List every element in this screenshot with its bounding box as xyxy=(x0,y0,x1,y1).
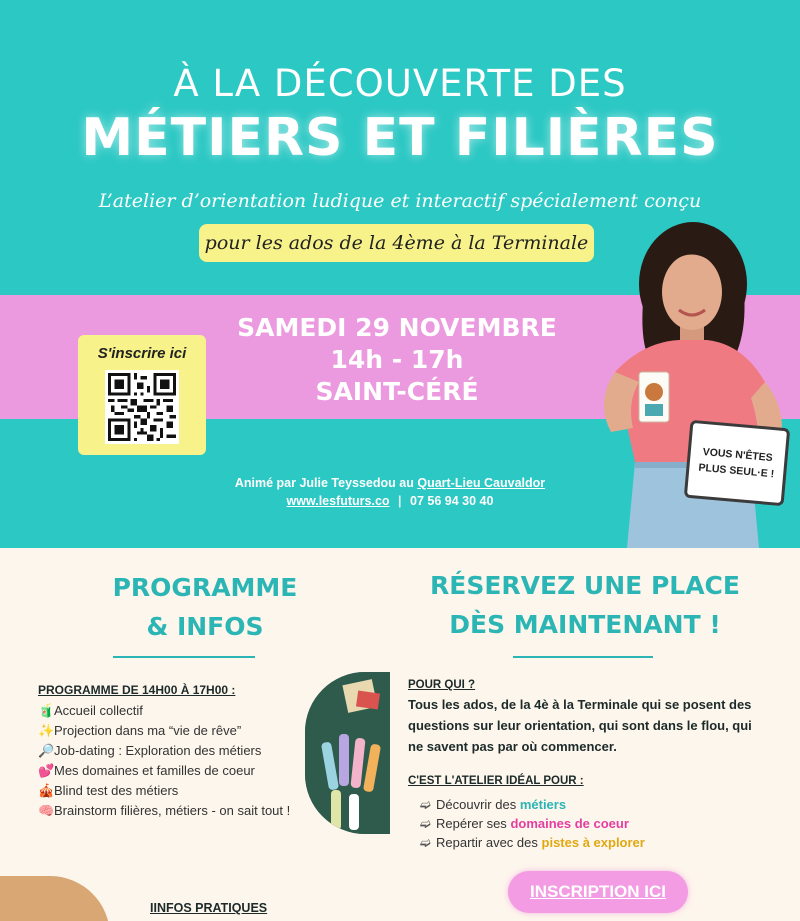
event-date: SAMEDI 29 NOVEMBRE xyxy=(237,313,557,342)
magnifier-icon: 🔎 xyxy=(38,743,55,758)
sign-line1: VOUS N'ÊTES xyxy=(702,445,774,465)
list-item: 🔎Job-dating : Exploration des métiers xyxy=(38,741,290,761)
credit-block xyxy=(180,474,600,510)
ideal-heading: C'EST L'ATELIER IDÉAL POUR : xyxy=(408,775,584,787)
reserve-title-line2: DÈS MAINTENANT ! xyxy=(449,610,721,639)
divider-right xyxy=(513,656,653,658)
phone-number: 07 56 94 30 40 xyxy=(410,494,494,508)
arrow-icon: ➫ xyxy=(420,816,431,831)
tagline: L’atelier d’orientation ludique et interactif spécialement conçu xyxy=(98,190,702,212)
list-item: ➫ Repérer ses domaines de coeur xyxy=(420,816,629,831)
pour-qui-heading: POUR QUI ? xyxy=(408,679,476,691)
pour-qui-text: Tous les ados, de la 4è à la Terminale qui se posent des questions sur leur orientation, qui sont dans le flou, qui ne savent pas par où commencer. xyxy=(408,697,752,754)
list-item: ➫ Découvrir des métiers xyxy=(420,797,567,812)
corner-photo xyxy=(0,876,110,921)
inscription-button[interactable]: INSCRIPTION ICI xyxy=(508,871,688,913)
sign-board xyxy=(684,420,790,506)
title-line2: MÉTIERS ET FILIÈRES xyxy=(81,108,719,168)
divider-left xyxy=(113,656,255,658)
list-item: ➫ Repartir avec des pistes à explorer xyxy=(420,835,645,850)
list-item: 💕Mes domaines et familles de coeur xyxy=(38,761,290,781)
website-link[interactable]: www.lesfuturs.co xyxy=(286,494,390,508)
event-info xyxy=(212,312,582,408)
programme-title xyxy=(60,568,350,646)
arrow-icon: ➫ xyxy=(420,797,431,812)
programme-heading: PROGRAMME DE 14H00 À 17H00 : xyxy=(38,683,236,697)
separator: | xyxy=(398,494,402,508)
reserve-title-line1: RÉSERVEZ UNE PLACE xyxy=(430,571,740,600)
list-item: 🧃Accueil collectif xyxy=(38,701,290,721)
arrow-icon: ➫ xyxy=(420,835,431,850)
list-item: 🎪Blind test des métiers xyxy=(38,781,290,801)
event-place: SAINT-CÉRÉ xyxy=(315,377,479,406)
ideal-list xyxy=(420,795,645,852)
audience-pill: pour les ados de la 4ème à la Terminale xyxy=(199,224,594,262)
registration-card[interactable] xyxy=(78,335,206,455)
programme-title-line1: PROGRAMME xyxy=(112,573,298,602)
credit-prefix: Animé par Julie Teyssedou au xyxy=(234,476,414,490)
qr-code-icon[interactable] xyxy=(105,370,179,444)
tent-icon: 🎪 xyxy=(38,783,55,798)
programme-list xyxy=(38,701,290,821)
programme-title-line2: & INFOS xyxy=(146,612,264,641)
registration-label: S'inscrire ici xyxy=(97,345,187,362)
juice-icon: 🧃 xyxy=(38,703,55,718)
brain-icon: 🧠 xyxy=(38,803,55,818)
title-line1: À LA DÉCOUVERTE DES xyxy=(173,62,627,105)
venue-link[interactable]: Quart-Lieu Cauvaldor xyxy=(417,476,546,490)
sign-line2: PLUS SEUL·E ! xyxy=(698,461,775,481)
hearts-icon: 💕 xyxy=(38,763,55,778)
reserve-title xyxy=(400,566,770,644)
event-time: 14h - 17h xyxy=(330,345,464,374)
list-item: ✨Projection dans ma “vie de rêve” xyxy=(38,721,290,741)
list-item: 🧠Brainstorm filières, métiers - on sait tout ! xyxy=(38,801,290,821)
markers-photo xyxy=(305,672,390,834)
sparkles-icon: ✨ xyxy=(38,723,55,738)
infos-heading: IINFOS PRATIQUES xyxy=(150,901,268,915)
